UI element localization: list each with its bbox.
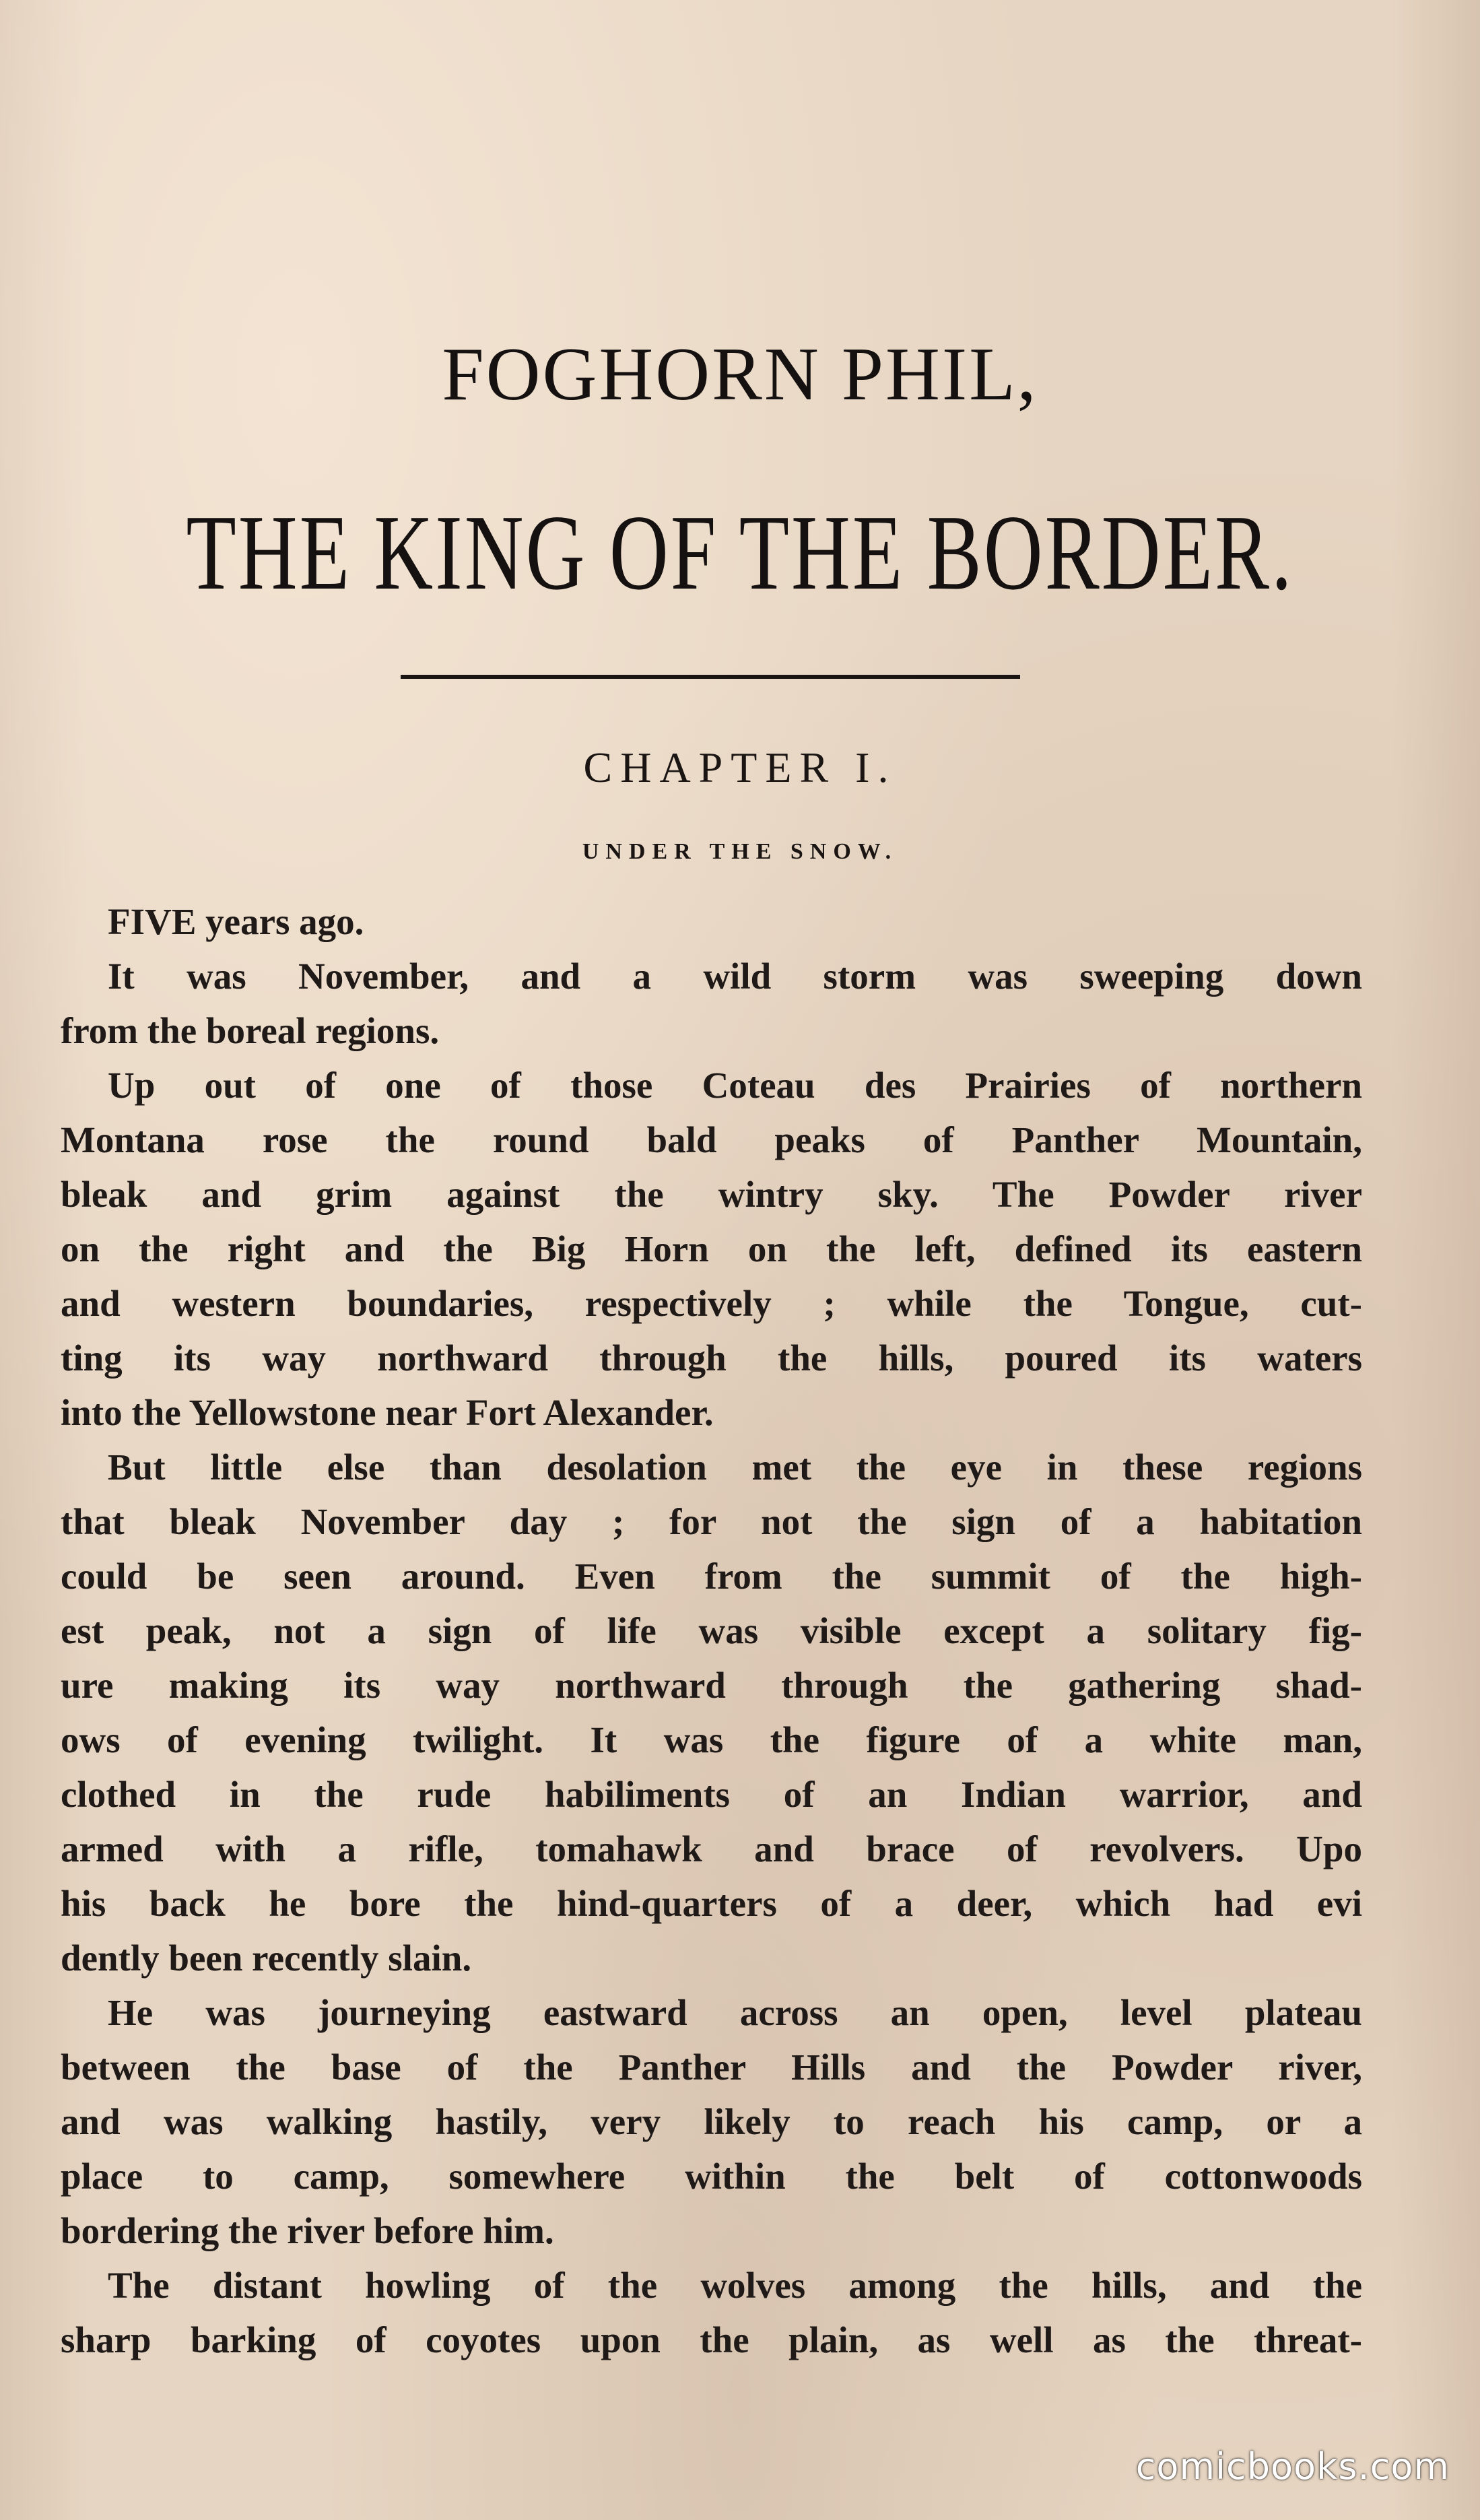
body-line: Up out of one of those Coteau des Prairies of northern (108, 1065, 1362, 1106)
book-title-line-1: FOGHORN PHIL, (442, 333, 1038, 416)
body-line: on the right and the Big Horn on the left, defined its eastern (61, 1228, 1362, 1269)
body-line: FIVE years ago. (108, 901, 364, 942)
watermark-logo: comicbooks.com (1135, 2445, 1450, 2488)
chapter-subtitle: UNDER THE SNOW. (582, 839, 898, 864)
body-line: place to camp, somewhere within the belt of cottonwoods (61, 2156, 1362, 2197)
body-line: bleak and grim against the wintry sky. The Powder river (61, 1174, 1362, 1215)
body-line: But little else than desolation met the eye in these regions (108, 1447, 1362, 1488)
body-line: into the Yellowstone near Fort Alexander. (61, 1392, 714, 1433)
body-line: from the boreal regions. (61, 1010, 440, 1051)
body-line: between the base of the Panther Hills and the Powder river, (61, 2047, 1362, 2088)
body-line: dently been recently slain. (61, 1937, 472, 1979)
body-line: sharp barking of coyotes upon the plain, as well as the threat- (61, 2319, 1362, 2360)
body-text (61, 894, 1362, 2367)
body-line: his back he bore the hind-quarters of a deer, which had evi (61, 1883, 1362, 1924)
body-line: It was November, and a wild storm was sweeping down (108, 956, 1362, 997)
body-line: He was journeying eastward across an open, level plateau (108, 1992, 1362, 2033)
body-line: and was walking hastily, very likely to reach his camp, or a (61, 2101, 1362, 2142)
body-line: and western boundaries, respectively ; while the Tongue, cut- (61, 1283, 1362, 1324)
body-line: ting its way northward through the hills, poured its waters (61, 1337, 1362, 1379)
chapter-heading: CHAPTER I. (583, 743, 897, 791)
body-line: armed with a rifle, tomahawk and brace of revolvers. Upo (61, 1828, 1362, 1869)
body-line: clothed in the rude habiliments of an Indian warrior, and (61, 1774, 1362, 1815)
body-line: bordering the river before him. (61, 2210, 554, 2251)
body-line: that bleak November day ; for not the sign of a habitation (61, 1501, 1362, 1542)
book-title-line-2: THE KING OF THE BORDER. (186, 492, 1294, 612)
body-line: est peak, not a sign of life was visible except a solitary fig- (61, 1610, 1362, 1651)
body-line: Montana rose the round bald peaks of Panther Mountain, (61, 1119, 1362, 1160)
body-line: ows of evening twilight. It was the figure of a white man, (61, 1719, 1362, 1760)
body-line: ure making its way northward through the gathering shad- (61, 1665, 1362, 1706)
title-divider-rule (401, 675, 1020, 679)
body-line: The distant howling of the wolves among the hills, and the (108, 2265, 1362, 2306)
body-line: could be seen around. Even from the summit of the high- (61, 1556, 1362, 1597)
